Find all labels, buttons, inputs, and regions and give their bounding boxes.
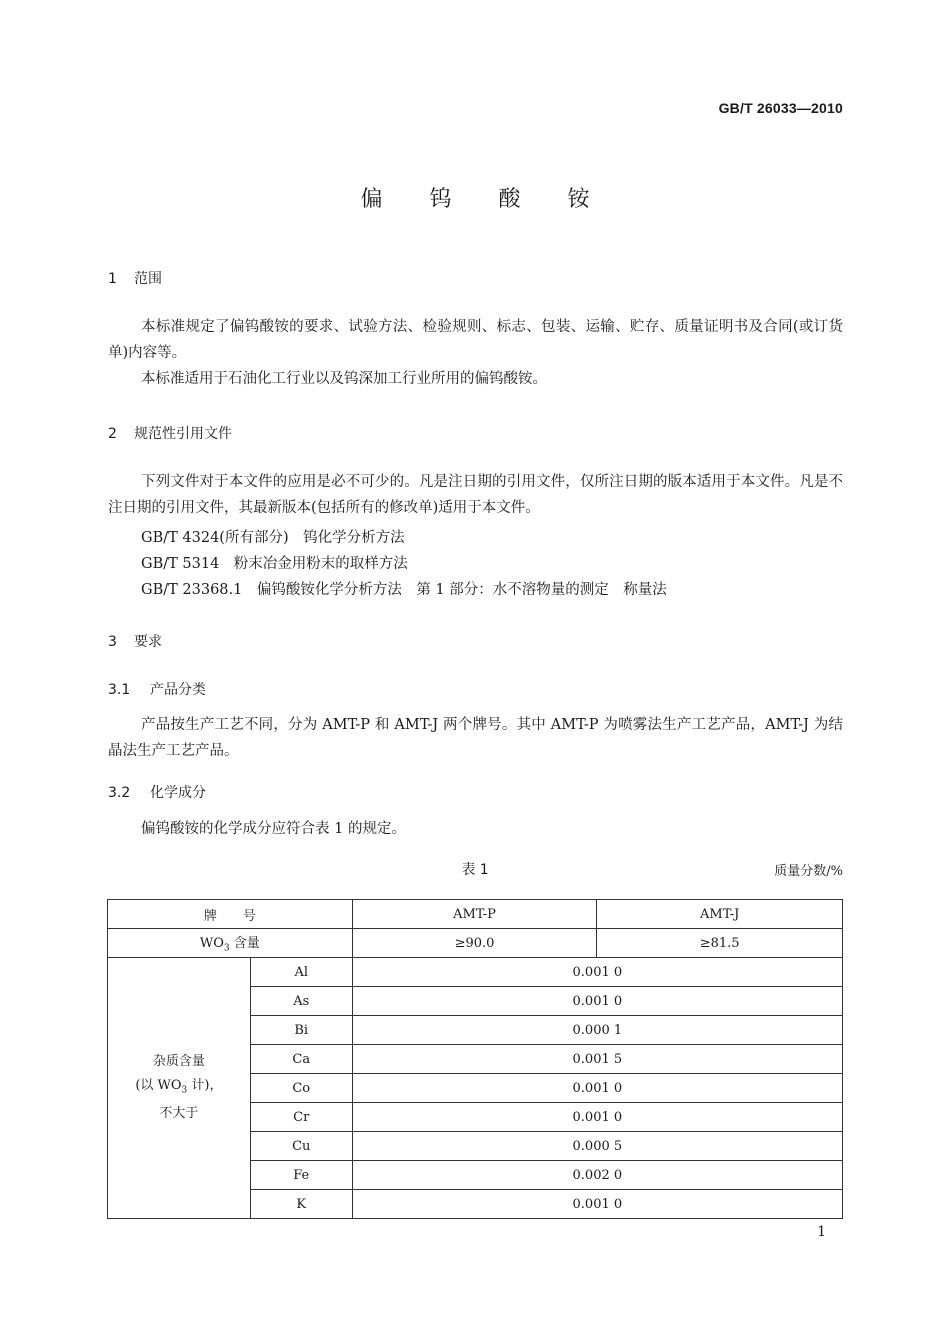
reference-item: GB/T 23368.1 偏钨酸铵化学分析方法 第 1 部分：水不溶物量的测定 称量法: [141, 582, 667, 598]
element-cell: K: [250, 1190, 352, 1219]
section-number: 3.1: [108, 682, 131, 698]
section-1-heading: [108, 268, 162, 288]
section-3-1-paragraph: 产品按生产工艺不同，分为 AMT-P 和 AMT-J 两个牌号。其中 AMT-P 为喷雾法生产工艺产品，AMT-J 为结晶法生产工艺产品。: [108, 717, 843, 759]
wo3-label: WO: [199, 936, 224, 952]
impurity-value-cell: 0.001 0: [352, 958, 842, 987]
element-cell: Cr: [250, 1103, 352, 1132]
section-title: 化学成分: [150, 785, 206, 801]
grade-header-cell: 牌 号: [108, 900, 353, 929]
section-title: 范围: [134, 271, 162, 287]
section-2-heading: [108, 423, 232, 443]
section-3-heading: [108, 631, 162, 651]
wo3-value-cell: ≥90.0: [352, 929, 597, 958]
reference-item: GB/T 4324(所有部分) 钨化学分析方法: [141, 530, 405, 546]
wo3-value-cell: ≥81.5: [597, 929, 843, 958]
reference-item: GB/T 5314 粉末冶金用粉末的取样方法: [141, 556, 408, 572]
element-cell: Co: [250, 1074, 352, 1103]
element-cell: Bi: [250, 1016, 352, 1045]
section-1-paragraph-2: 本标准适用于石油化工行业以及钨深加工行业所用的偏钨酸铵。: [141, 371, 547, 387]
section-title: 要求: [134, 634, 162, 650]
element-cell: Cu: [250, 1132, 352, 1161]
impurity-value-cell: 0.001 0: [352, 1103, 842, 1132]
impurity-value-cell: 0.001 0: [352, 1074, 842, 1103]
document-title: 偏 钨 酸 铵: [360, 187, 610, 212]
grade-cell: AMT-P: [352, 900, 597, 929]
impurity-label-line: 杂质含量: [152, 1053, 205, 1069]
table-header-row: [108, 900, 843, 929]
section-number: 2: [108, 426, 117, 442]
impurity-label-line: (以 $WO_3$ 计)，: [135, 1077, 223, 1096]
impurity-label-line: 不大于: [159, 1106, 199, 1122]
impurity-value-cell: 0.001 5: [352, 1045, 842, 1074]
section-2-paragraph-1: 下列文件对于本文件的应用是必不可少的。凡是注日期的引用文件，仅所注日期的版本适用于本文件。凡是不注日期的引用文件，其最新版本(包括所有的修改单)适用于本文件。: [108, 474, 843, 516]
section-title: 产品分类: [150, 682, 206, 698]
impurity-value-cell: 0.002 0: [352, 1161, 842, 1190]
wo3-suffix: 含量: [229, 936, 260, 952]
wo3-row: [108, 929, 843, 958]
section-3-2-heading: [108, 782, 206, 802]
section-title: 规范性引用文件: [134, 426, 232, 442]
page-number: 1: [817, 1224, 826, 1240]
grade-cell: AMT-J: [597, 900, 843, 929]
impurity-value-cell: 0.001 0: [352, 987, 842, 1016]
section-number: 1: [108, 271, 117, 287]
section-number: 3: [108, 634, 117, 650]
table-unit: 质量分数/%: [774, 864, 843, 879]
wo3-label-cell: [108, 929, 353, 958]
standard-number: GB/T 26033—2010: [718, 100, 843, 116]
element-cell: As: [250, 987, 352, 1016]
element-cell: Ca: [250, 1045, 352, 1074]
impurity-row: [108, 958, 843, 987]
element-cell: Fe: [250, 1161, 352, 1190]
impurity-label-cell: [108, 958, 251, 1219]
section-number: 3.2: [108, 785, 131, 801]
impurity-value-cell: 0.000 5: [352, 1132, 842, 1161]
section-3-2-paragraph: 偏钨酸铵的化学成分应符合表 1 的规定。: [141, 821, 406, 837]
element-cell: Al: [250, 958, 352, 987]
composition-table: [107, 899, 843, 1219]
wo3-subscript: 3: [223, 943, 230, 954]
section-3-1-heading: [108, 679, 206, 699]
impurity-value-cell: 0.000 1: [352, 1016, 842, 1045]
impurity-value-cell: 0.001 0: [352, 1190, 842, 1219]
table-title: 表 1: [461, 862, 489, 878]
section-1-paragraph-1: 本标准规定了偏钨酸铵的要求、试验方法、检验规则、标志、包装、运输、贮存、质量证明书及合同(或订货单)内容等。: [108, 319, 843, 361]
